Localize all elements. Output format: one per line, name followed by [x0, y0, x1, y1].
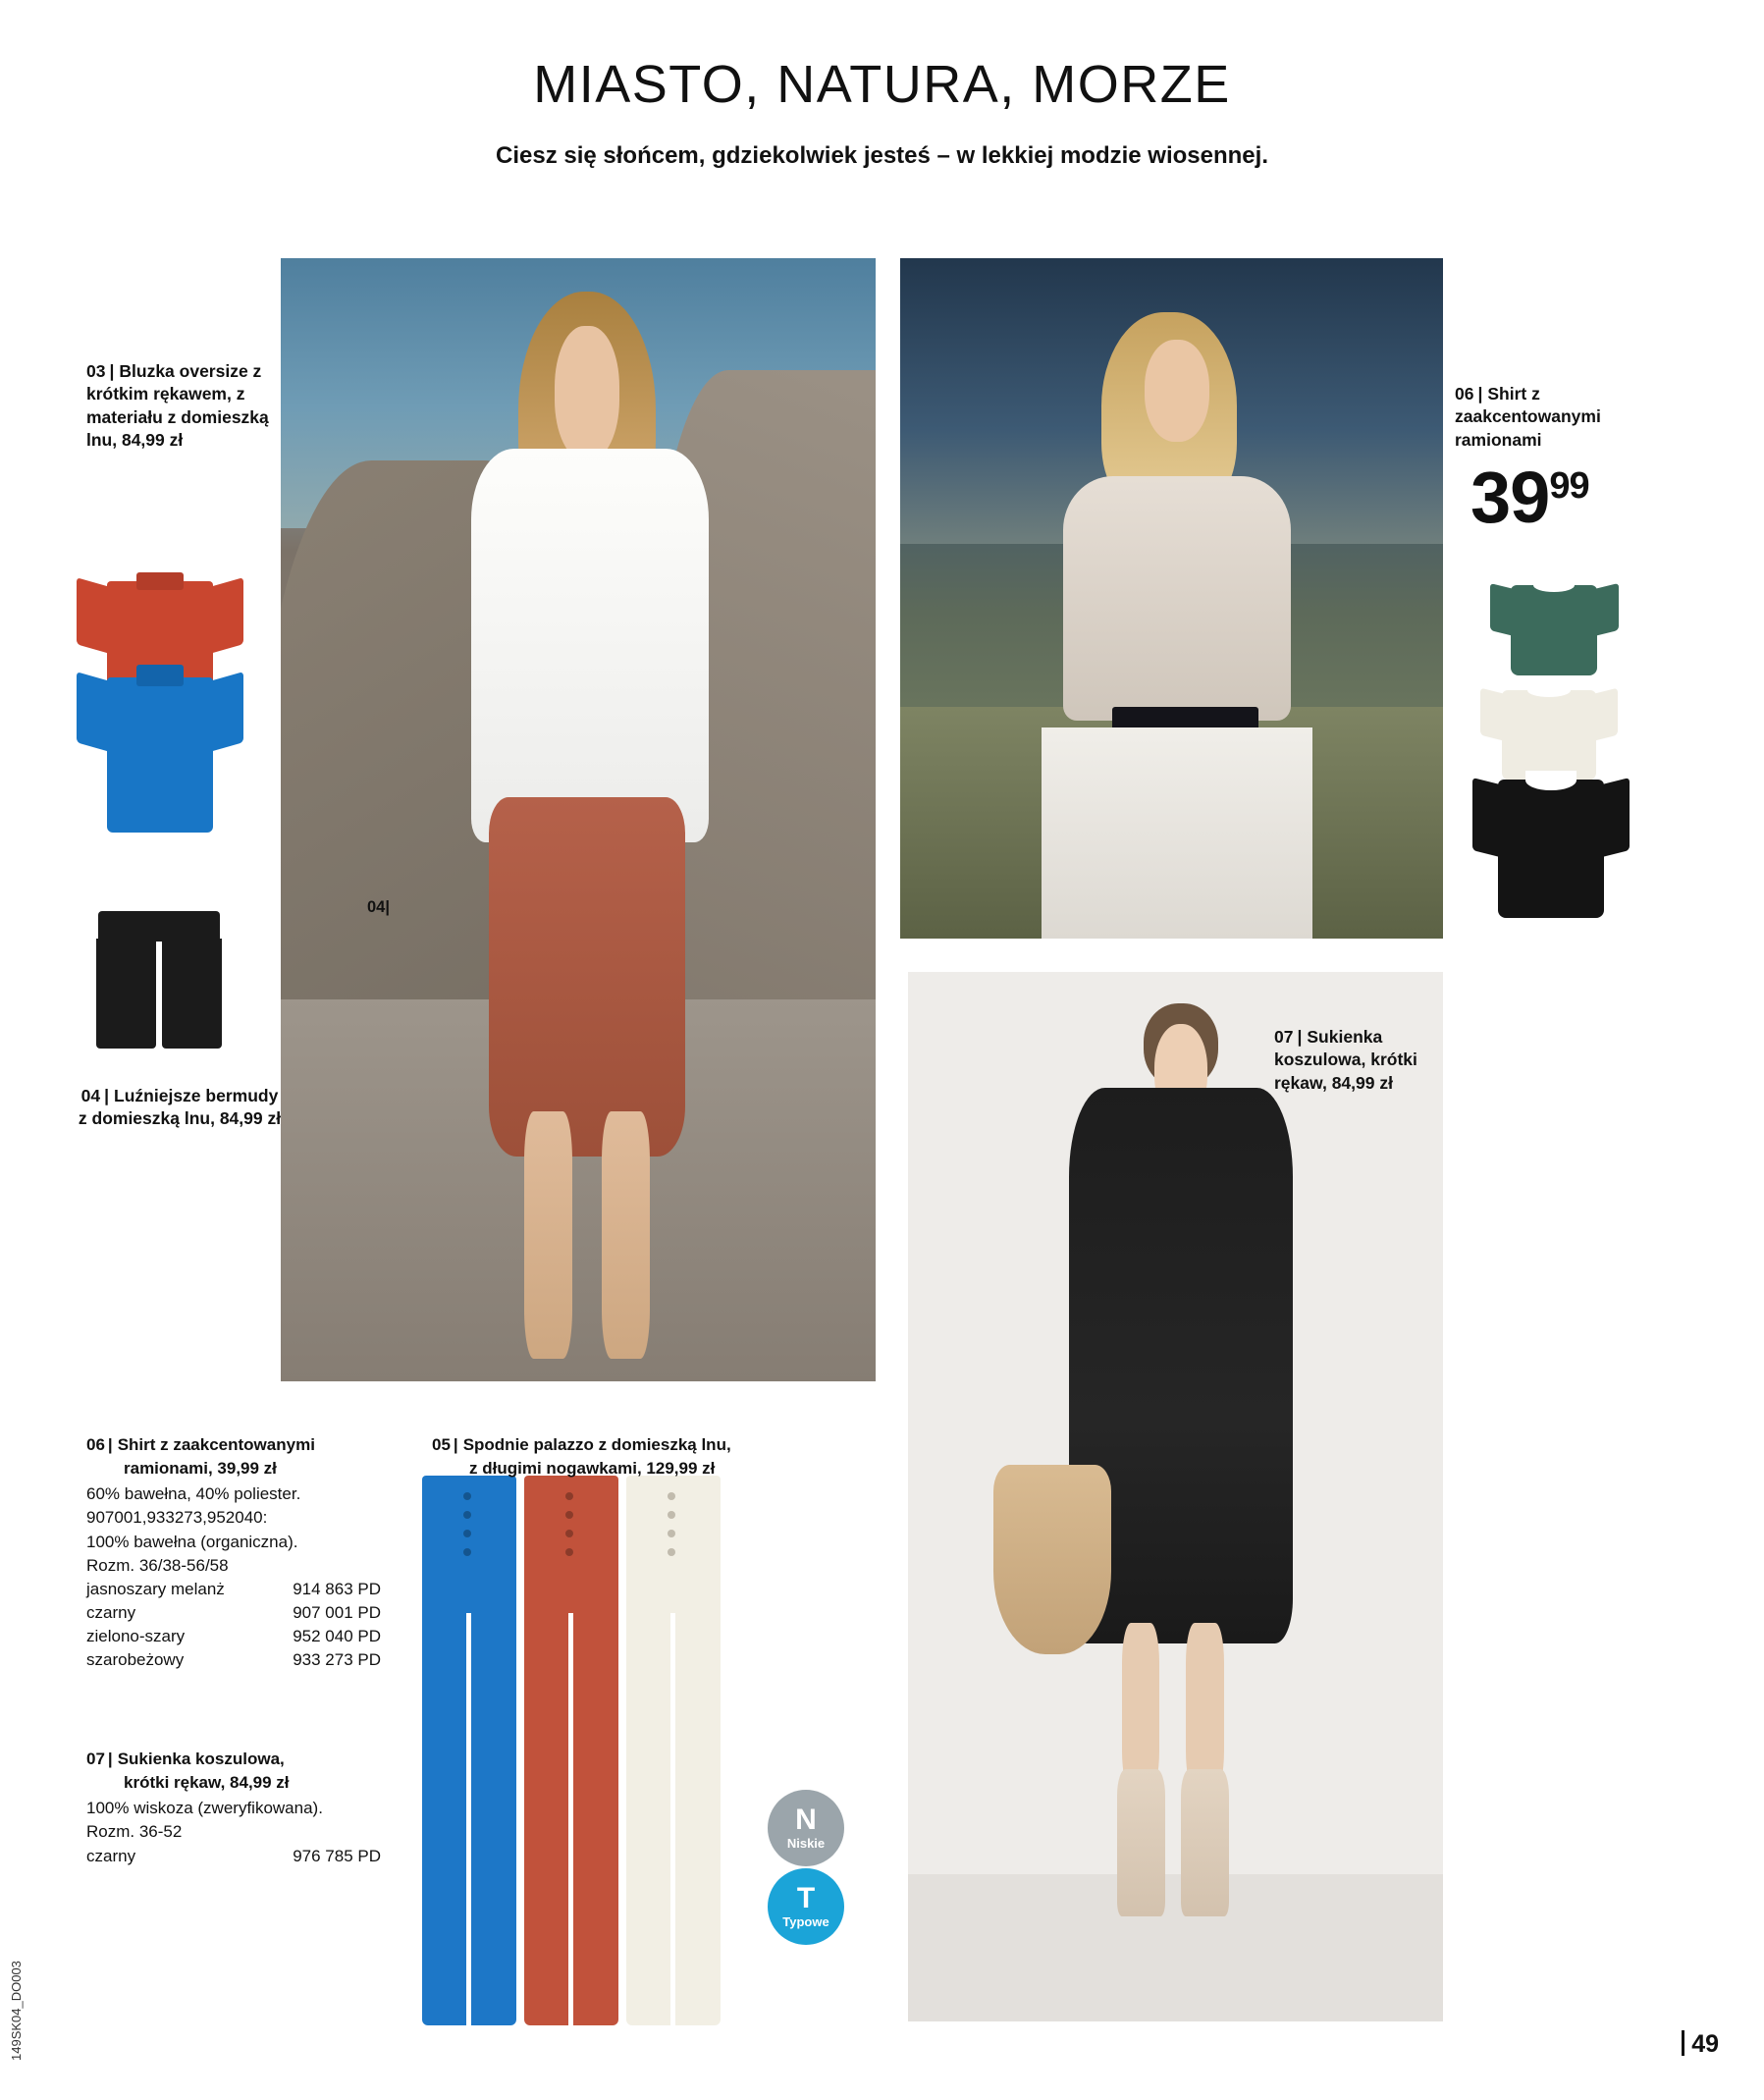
- size-badge-niskie: [768, 1790, 844, 1866]
- caption-number: 04: [80, 1086, 101, 1105]
- color-name: czarny: [86, 1602, 136, 1622]
- info-title: [86, 1433, 410, 1481]
- info-body-line: 907001,933273,952040:: [86, 1508, 268, 1528]
- photo-floor: [908, 1874, 1443, 2021]
- caption-separator: |: [109, 361, 115, 381]
- caption-item-03: [86, 360, 273, 452]
- info-number: 06: [86, 1435, 105, 1454]
- badge-letter: N: [795, 1804, 817, 1836]
- bermudas-leg-left: [96, 939, 157, 1049]
- caption-separator: |: [107, 1435, 113, 1454]
- photo-label-04: [367, 898, 390, 917]
- caption-text: Sukienka koszulowa, krótki rękaw, 84,99 zł: [1274, 1027, 1417, 1093]
- caption-separator: |: [104, 1086, 110, 1105]
- side-code: 149SK04_DO003: [9, 1961, 24, 2061]
- caption-text: Shirt z zaakcentowanymi ramionami: [1455, 384, 1601, 450]
- page-subtitle: Ciesz się słońcem, gdziekolwiek jesteś – w lekkiej modzie wiosennej.: [496, 142, 1268, 169]
- badge-letter: T: [796, 1882, 816, 1914]
- info-title-line2: krótki rękaw, 84,99 zł: [124, 1773, 290, 1793]
- trousers-buttons: [463, 1492, 472, 1712]
- product-blouse-blue: [77, 656, 243, 833]
- caption-separator: |: [1477, 384, 1483, 404]
- badge-word: Typowe: [782, 1914, 829, 1929]
- info-block-item-05: [432, 1433, 785, 1482]
- color-code-row: [86, 1601, 381, 1625]
- info-number: 05: [432, 1435, 451, 1454]
- photo-model-white-blouse: [281, 258, 876, 1381]
- caption-separator: |: [107, 1750, 113, 1768]
- color-code-row: [86, 1648, 381, 1672]
- page-title: MIASTO, NATURA, MORZE: [533, 55, 1231, 114]
- model-face: [1145, 340, 1209, 442]
- model-leg-right: [602, 1111, 649, 1359]
- shirt-body: [1498, 780, 1605, 918]
- size-badge-typowe: [768, 1868, 844, 1945]
- model-leg-right: [1186, 1623, 1223, 1791]
- color-name: zielono-szary: [86, 1627, 186, 1645]
- page-number-rule: [1682, 2030, 1684, 2056]
- bermudas-waistband: [98, 911, 219, 942]
- palazzo-trousers-red: [524, 1476, 618, 2025]
- page-number-value: 49: [1691, 2030, 1719, 2058]
- badge-word: Niskie: [786, 1836, 826, 1851]
- blouse-collar: [136, 572, 184, 590]
- color-code-row: [86, 1845, 381, 1868]
- product-palazzo-trousers: [422, 1476, 775, 2025]
- info-body-line: 60% bawełna, 40% poliester.: [86, 1484, 301, 1504]
- caption-text: Bluzka oversize z krótkim rękawem, z materiału z domieszką lnu, 84,99 zł: [86, 361, 269, 450]
- caption-item-07: [1274, 1026, 1451, 1095]
- info-body: [86, 1482, 410, 1672]
- caption-separator: |: [1297, 1027, 1303, 1047]
- caption-text: Luźniejsze bermudy z domieszką lnu, 84,99 zł: [78, 1086, 282, 1129]
- color-name: czarny: [86, 1846, 136, 1865]
- info-title: [432, 1433, 785, 1481]
- model-face: [555, 326, 620, 460]
- info-title-line1: Spodnie palazzo z domieszką lnu,: [462, 1435, 731, 1454]
- caption-number: 03: [86, 361, 106, 381]
- caption-item-04: [77, 1085, 283, 1131]
- blouse-body: [107, 677, 214, 833]
- info-block-item-07: [86, 1748, 410, 1868]
- product-bermudas-black: [90, 911, 228, 1049]
- model-white-skirt: [1042, 727, 1313, 939]
- blouse-collar: [136, 665, 184, 686]
- model-boot-right: [1181, 1769, 1229, 1916]
- info-title-line2: z długimi nogawkami, 129,99 zł: [469, 1459, 716, 1479]
- product-shirt-black: [1472, 761, 1630, 918]
- bermudas-gap: [156, 958, 162, 1049]
- trousers-buttons: [565, 1492, 574, 1712]
- caption-separator: |: [453, 1435, 458, 1454]
- info-body-line: 100% wiskoza (zweryfikowana).: [86, 1799, 323, 1818]
- model-leg-left: [524, 1111, 571, 1359]
- info-body: [86, 1797, 410, 1867]
- info-body-line: Rozm. 36-52: [86, 1822, 183, 1842]
- info-title-line2: ramionami, 39,99 zł: [124, 1459, 277, 1479]
- color-name: jasnoszary melanż: [86, 1579, 225, 1598]
- shirt-neckline: [1527, 683, 1572, 697]
- photo-model-shirt-shoulders: [900, 258, 1443, 939]
- photo-model-black-dress: [908, 972, 1443, 2021]
- info-title: [86, 1748, 410, 1795]
- model-straw-bag: [993, 1465, 1111, 1653]
- caption-item-06: [1455, 383, 1681, 452]
- model-white-blouse: [471, 449, 709, 841]
- info-body-line: Rozm. 36/38-56/58: [86, 1555, 229, 1575]
- model-boot-left: [1117, 1769, 1165, 1916]
- price-item-06: [1470, 457, 1589, 538]
- photo-label-number: 04: [367, 898, 386, 916]
- color-code: 952 040 PD: [293, 1627, 381, 1645]
- info-title-line1: Sukienka koszulowa,: [117, 1750, 285, 1768]
- info-title-line1: Shirt z zaakcentowanymi: [117, 1435, 315, 1454]
- caption-number: 06: [1455, 384, 1474, 404]
- info-body-line: 100% bawełna (organiczna).: [86, 1532, 298, 1551]
- color-code-row: [86, 1625, 381, 1648]
- bermudas-leg-right: [162, 939, 223, 1049]
- color-code: 907 001 PD: [293, 1602, 381, 1622]
- palazzo-trousers-cream: [626, 1476, 721, 2025]
- caption-separator: |: [385, 898, 390, 916]
- model-leg-left: [1122, 1623, 1159, 1791]
- caption-number: 07: [1274, 1027, 1294, 1047]
- price-integer: 39: [1470, 457, 1550, 538]
- price-decimals: 99: [1549, 465, 1589, 507]
- model-beige-shirt: [1063, 476, 1291, 721]
- color-name: szarobeżowy: [86, 1650, 185, 1670]
- info-number: 07: [86, 1750, 105, 1768]
- palazzo-trousers-blue: [422, 1476, 516, 2025]
- model-terracotta-bermudas: [489, 797, 685, 1157]
- page-number: [1682, 2030, 1719, 2059]
- color-code-row: [86, 1578, 381, 1601]
- page-header: [0, 54, 1764, 170]
- product-shirt-green: [1490, 572, 1618, 675]
- color-code: 976 785 PD: [293, 1846, 381, 1865]
- info-block-item-06: [86, 1433, 410, 1672]
- shirt-neckline: [1533, 578, 1575, 592]
- color-code: 933 273 PD: [293, 1650, 381, 1670]
- color-code: 914 863 PD: [293, 1579, 381, 1598]
- shirt-body: [1511, 585, 1597, 675]
- trousers-buttons: [668, 1492, 676, 1712]
